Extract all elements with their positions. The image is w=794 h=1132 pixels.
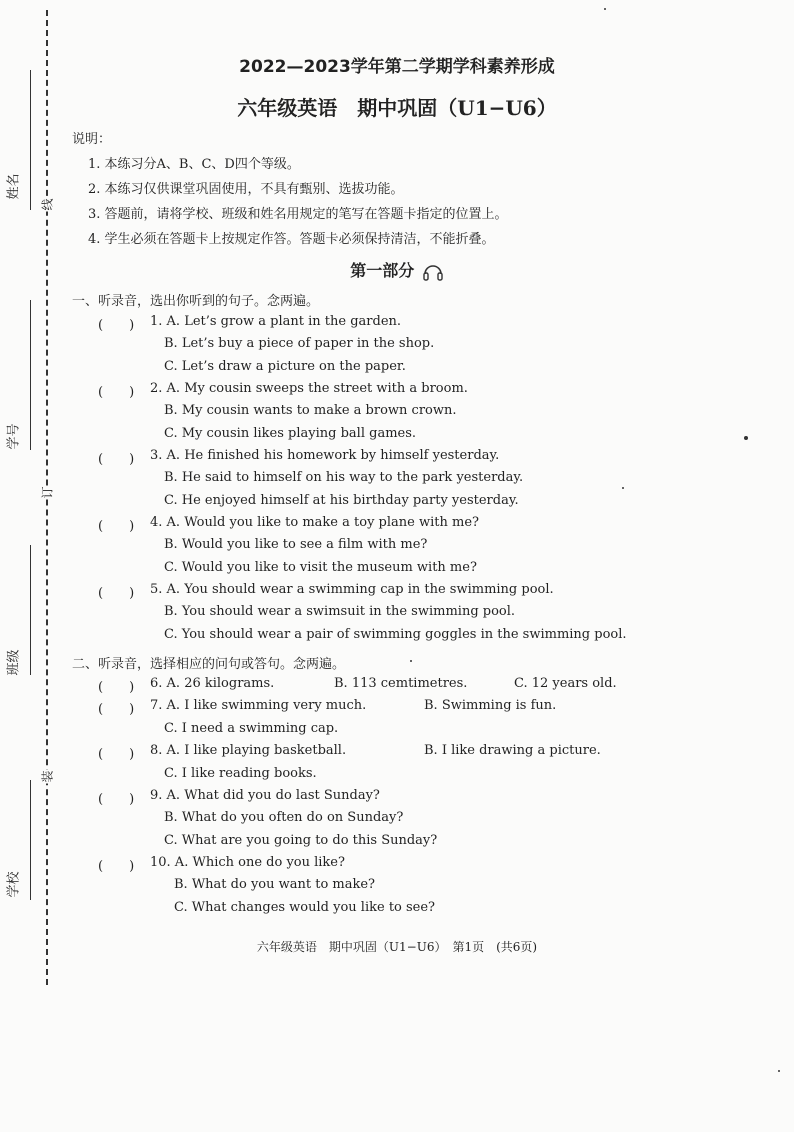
section-2-heading: 二、听录音，选择相应的问句或答句。念两遍。 [72, 657, 346, 672]
option-a: 5. A. You should wear a swimming cap in the swimming pool. [150, 582, 554, 597]
option-a: 8. A. I like playing basketball. [150, 743, 347, 758]
page-footer: 六年级英语 期中巩固（U1−U6） 第1页 (共6页) [256, 940, 538, 954]
option-c: C. My cousin likes playing ball games. [164, 426, 417, 441]
option-a: 9. A. What did you do last Sunday? [150, 788, 380, 803]
option-b: B. He said to himself on his way to the park yesterday. [164, 470, 524, 485]
exam-subtitle: 六年级英语 期中巩固（U1−U6） [237, 96, 557, 120]
scan-speck [778, 1070, 780, 1072]
option-c: C. Would you like to visit the museum with me? [164, 560, 477, 575]
instructions-heading: 说明： [72, 132, 112, 147]
answer-paren[interactable]: ( ) [98, 680, 135, 695]
option-c: C. Let’s draw a picture on the paper. [164, 359, 406, 374]
option-a: 2. A. My cousin sweeps the street with a broom. [150, 381, 468, 396]
scan-speck [744, 436, 748, 440]
option-b: B. What do you often do on Sunday? [164, 810, 404, 825]
section-1-heading: 一、听录音，选出你听到的句子。念两遍。 [72, 294, 320, 309]
scan-speck [622, 487, 624, 489]
option-b: B. What do you want to make? [174, 877, 376, 892]
scan-speck [410, 660, 412, 662]
option-b: B. Let’s buy a piece of paper in the shop. [164, 336, 435, 351]
instruction-item: 4. 学生必须在答题卡上按规定作答。答题卡必须保持清洁，不能折叠。 [88, 232, 495, 247]
cut-char-bind: 订 [40, 486, 55, 499]
option-b: B. My cousin wants to make a brown crown. [164, 403, 457, 418]
option-a: 1. A. Let’s grow a plant in the garden. [150, 314, 402, 329]
answer-paren[interactable]: ( ) [98, 747, 135, 762]
instruction-item: 2. 本练习仅供课堂巩固使用，不具有甄别、选拔功能。 [88, 182, 404, 197]
answer-paren[interactable]: ( ) [98, 792, 135, 807]
option-c: C. 12 years old. [514, 676, 617, 691]
answer-paren[interactable]: ( ) [98, 452, 135, 467]
cut-char-line: 线 [40, 198, 55, 211]
option-b: B. I like drawing a picture. [424, 743, 601, 758]
option-a: 6. A. 26 kilograms. [150, 676, 275, 691]
instruction-item: 1. 本练习分A、B、C、D四个等级。 [88, 157, 300, 172]
part-title-text: 第一部分 [350, 261, 415, 280]
answer-paren[interactable]: ( ) [98, 318, 135, 333]
option-c: C. What are you going to do this Sunday? [164, 833, 438, 848]
number-blank[interactable] [30, 300, 31, 450]
option-a: 7. A. I like swimming very much. [150, 698, 367, 713]
answer-paren[interactable]: ( ) [98, 586, 135, 601]
option-a: 3. A. He finished his homework by himself yesterday. [150, 448, 500, 463]
answer-paren[interactable]: ( ) [98, 385, 135, 400]
option-a: 10. A. Which one do you like? [150, 855, 345, 870]
name-label: 姓名 [6, 173, 22, 200]
answer-paren[interactable]: ( ) [98, 859, 135, 874]
binding-margin [0, 0, 64, 1132]
option-c: C. I like reading books. [164, 766, 317, 781]
option-c: C. I need a swimming cap. [164, 721, 339, 736]
name-blank[interactable] [30, 70, 31, 210]
class-label: 班级 [6, 649, 22, 676]
instruction-item: 3. 答题前，请将学校、班级和姓名用规定的笔写在答题卡指定的位置上。 [88, 207, 508, 222]
option-b: B. 113 cemtimetres. [334, 676, 468, 691]
option-c: C. You should wear a pair of swimming goggles in the swimming pool. [164, 627, 627, 642]
option-b: B. Would you like to see a film with me? [164, 537, 428, 552]
school-blank[interactable] [30, 780, 31, 900]
answer-paren[interactable]: ( ) [98, 702, 135, 717]
part-title [0, 258, 794, 283]
cut-char-staple: 装 [40, 770, 55, 783]
scan-speck [604, 8, 606, 10]
option-c: C. What changes would you like to see? [174, 900, 436, 915]
answer-paren[interactable]: ( ) [98, 519, 135, 534]
exam-title: 2022—2023学年第二学期学科素养形成 [239, 57, 555, 77]
option-a: 4. A. Would you like to make a toy plane with me? [150, 515, 479, 530]
headphones-icon [422, 261, 444, 283]
option-b: B. Swimming is fun. [424, 698, 557, 713]
option-b: B. You should wear a swimsuit in the swimming pool. [164, 604, 516, 619]
option-c: C. He enjoyed himself at his birthday party yesterday. [164, 493, 519, 508]
number-label: 学号 [6, 423, 22, 450]
class-blank[interactable] [30, 545, 31, 675]
school-label: 学校 [6, 871, 22, 898]
